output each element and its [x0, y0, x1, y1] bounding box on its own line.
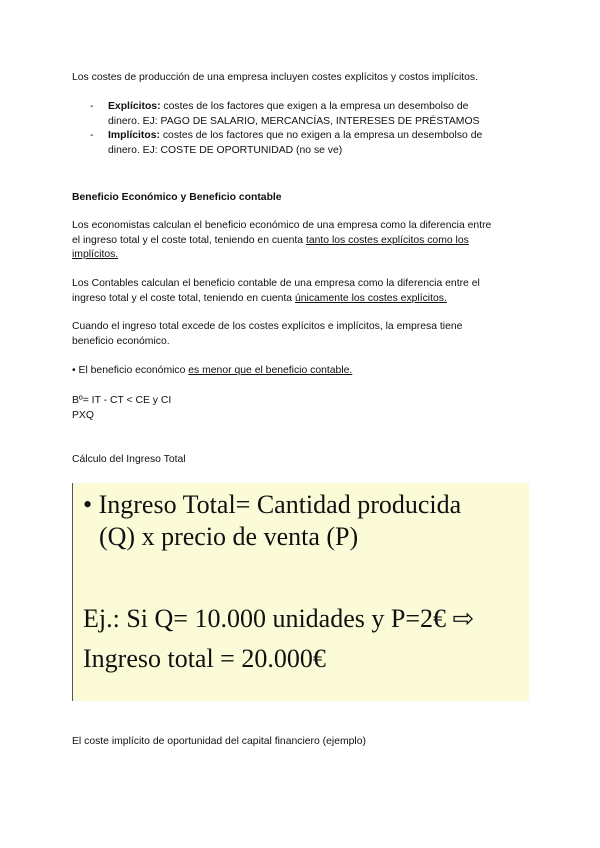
term-text: costes de los factores que exigen a la empresa un desembolso de: [160, 101, 469, 112]
underlined-text: únicamente los costes explícitos.: [294, 292, 447, 304]
underlined-text: tanto los costes explícitos como los: [305, 234, 469, 246]
slide-line: Ingreso total = 20.000€: [83, 644, 326, 673]
section-heading: Beneficio Económico y Beneficio contable: [72, 192, 282, 203]
text-line: Los economistas calculan el beneficio económico de una empresa como la diferencia entre: [72, 220, 492, 231]
term-label: Explícitos:: [108, 101, 161, 112]
underlined-text: es menor que el beneficio contable.: [188, 365, 353, 376]
slide-line: • Ingreso Total= Cantidad producida: [83, 490, 462, 519]
economic-profit-paragraph: [72, 219, 491, 263]
intro-paragraph: Los costes de producción de una empresa incluyen costes explícitos y costos implícitos.: [72, 72, 479, 83]
economic-profit-condition-paragraph: [72, 320, 462, 349]
term-text: dinero. EJ: COSTE DE OPORTUNIDAD (no se ve): [108, 144, 343, 156]
text-line: Los Contables calculan el beneficio contable de una empresa como la diferencia entre el: [72, 278, 480, 289]
list-item-implicitos: [72, 129, 532, 158]
slide-image: [72, 483, 529, 701]
list-item-explicitos: [72, 100, 532, 129]
text-line: ingreso total y el coste total, teniendo en cuenta: [72, 292, 295, 304]
text-line: beneficio económico.: [72, 335, 170, 347]
formula-block: [72, 394, 171, 423]
slide-line: Ej.: Si Q= 10.000 unidades y P=2€ ⇨: [83, 604, 475, 633]
comparison-bullet: [72, 364, 352, 379]
term-text: dinero. EJ: PAGO DE SALARIO, MERCANCÍAS, INTERESES DE PRÉSTAMOS: [108, 115, 480, 127]
calc-title: Cálculo del Ingreso Total: [72, 454, 186, 465]
accounting-profit-paragraph: [72, 277, 480, 306]
cost-types-list: [72, 100, 532, 158]
text-line: • El beneficio económico: [72, 365, 189, 376]
slide-line: (Q) x precio de venta (P): [99, 522, 359, 551]
text-line: el ingreso total y el coste total, teniendo en cuenta: [72, 234, 306, 246]
formula-line: Bº= IT - CT < CE y CI: [72, 395, 172, 406]
list-bullet: -: [90, 101, 94, 112]
footer-paragraph: El coste implícito de oportunidad del capital financiero (ejemplo): [72, 736, 366, 747]
underlined-text: implícitos.: [72, 249, 119, 260]
formula-line: PXQ: [72, 409, 94, 421]
term-text: costes de los factores que no exigen a la empresa un desembolso de: [159, 130, 483, 141]
term-label: Implícitos:: [108, 130, 160, 141]
text-line: Cuando el ingreso total excede de los costes explícitos e implícitos, la empresa tiene: [72, 321, 463, 332]
list-bullet: -: [90, 130, 94, 141]
